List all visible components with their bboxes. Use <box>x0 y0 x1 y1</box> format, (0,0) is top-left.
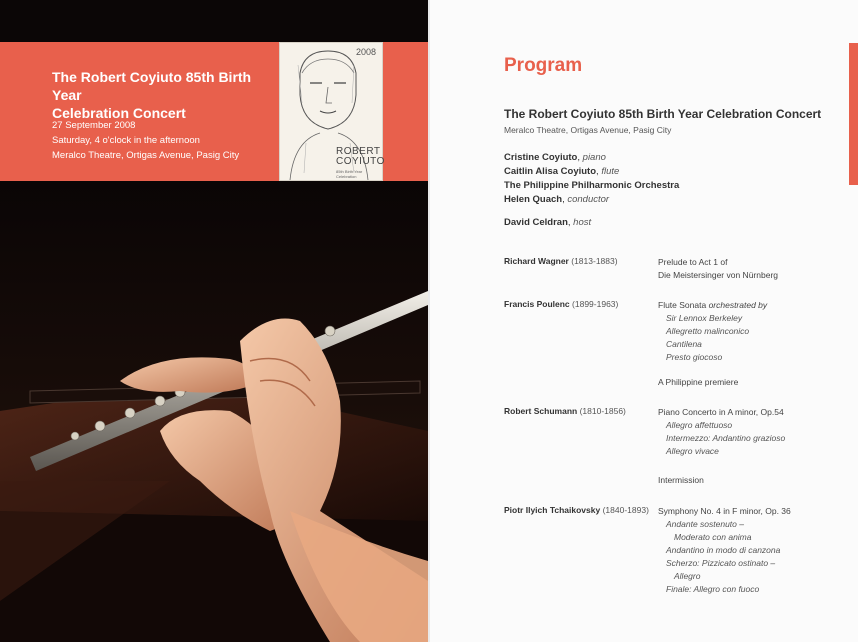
performer-role: piano <box>582 152 606 163</box>
program-heading: Program <box>504 55 583 76</box>
movement: Presto giocoso <box>666 352 723 362</box>
host-line: David Celdran, host <box>504 217 592 228</box>
portrait-name <box>336 147 385 167</box>
performer-line <box>504 179 679 193</box>
host-name: David Celdran <box>504 217 568 228</box>
work-title: Die Meistersinger von Nürnberg <box>658 270 778 280</box>
movement: Cantilena <box>666 339 702 349</box>
movement: Allegro affettuoso <box>666 420 733 430</box>
cover-venue: Meralco Theatre, Ortigas Avenue, Pasig City <box>52 150 240 161</box>
movement: Sir Lennox Berkeley <box>666 313 743 323</box>
portrait-name-line-2: COYIUTO <box>336 156 385 167</box>
composer-name: Richard Wagner <box>504 256 569 266</box>
movement: Andantino in modo di canzona <box>666 545 781 555</box>
page-edge-tab <box>849 43 858 185</box>
movement: Finale: Allegro con fuoco <box>666 584 760 594</box>
program-venue: Meralco Theatre, Ortigas Avenue, Pasig City <box>504 125 672 135</box>
portrait-year: 2008 <box>355 47 376 57</box>
portrait-name-line-1: ROBERT <box>336 146 381 157</box>
composer-dates: (1810-1856) <box>579 406 626 416</box>
cover-title <box>52 68 277 122</box>
cover-time: Saturday, 4 o'clock in the afternoon <box>52 135 200 146</box>
performer-role: conductor <box>567 194 610 205</box>
premiere-note: A Philippine premiere <box>658 377 739 387</box>
flute-player-photo <box>0 181 428 642</box>
performer-list <box>504 151 679 207</box>
performer-line: Caitlin Alisa Coyiuto, flute <box>504 166 620 177</box>
composer-dates: (1813-1883) <box>571 256 618 266</box>
performer-name: Helen Quach <box>504 194 563 205</box>
composer-dates: (1899-1963) <box>572 299 619 309</box>
cover-page <box>0 0 428 642</box>
composer-entry <box>504 406 626 416</box>
host-role: host <box>573 217 592 228</box>
cover-details <box>52 118 239 163</box>
portrait-card <box>279 42 383 181</box>
performer-line: Helen Quach, conductor <box>504 194 610 205</box>
movement: Moderato con anima <box>674 532 752 542</box>
performer-role: flute <box>601 166 620 177</box>
composer-dates: (1840-1893) <box>602 505 649 515</box>
intermission-note: Intermission <box>658 475 704 485</box>
composer-entry <box>504 505 649 515</box>
work-entry <box>658 406 785 458</box>
cover-title-line-2: Celebration Concert <box>52 105 186 121</box>
performer-name: The Philippine Philharmonic Orchestra <box>504 180 680 191</box>
portrait-subtitle: 85th Birth Year Celebration <box>336 169 363 179</box>
performer-name: Caitlin Alisa Coyiuto <box>504 166 597 177</box>
cover-date: 27 September 2008 <box>52 120 136 131</box>
composer-name: Robert Schumann <box>504 406 578 416</box>
concert-title: The Robert Coyiuto 85th Birth Year Celebration Concert <box>504 107 822 121</box>
program-page <box>430 0 858 642</box>
composer-name: Piotr Ilyich Tchaikovsky <box>504 505 601 515</box>
work-entry <box>658 299 767 364</box>
work-entry <box>658 505 791 596</box>
movement: Intermezzo: Andantino grazioso <box>666 433 786 443</box>
composer-name: Francis Poulenc <box>504 299 570 309</box>
movement: Allegro vivace <box>666 446 719 456</box>
movement: Allegretto malinconico <box>666 326 750 336</box>
work-title: Symphony No. 4 in F minor, Op. 36 <box>658 506 791 516</box>
work-title: Prelude to Act 1 of <box>658 257 728 267</box>
movement: Andante sostenuto – <box>666 519 744 529</box>
work-entry <box>658 256 778 282</box>
movement: Scherzo: Pizzicato ostinato – <box>666 558 776 568</box>
composer-entry <box>504 299 618 309</box>
performer-line: Cristine Coyiuto, piano <box>504 152 606 163</box>
performer-name: Cristine Coyiuto <box>504 152 578 163</box>
composer-entry <box>504 256 618 266</box>
movement: Allegro <box>674 571 701 581</box>
cover-title-line-1: The Robert Coyiuto 85th Birth Year <box>52 69 252 103</box>
work-title: Flute Sonata orchestrated by <box>658 300 768 310</box>
work-title: Piano Concerto in A minor, Op.54 <box>658 407 784 417</box>
